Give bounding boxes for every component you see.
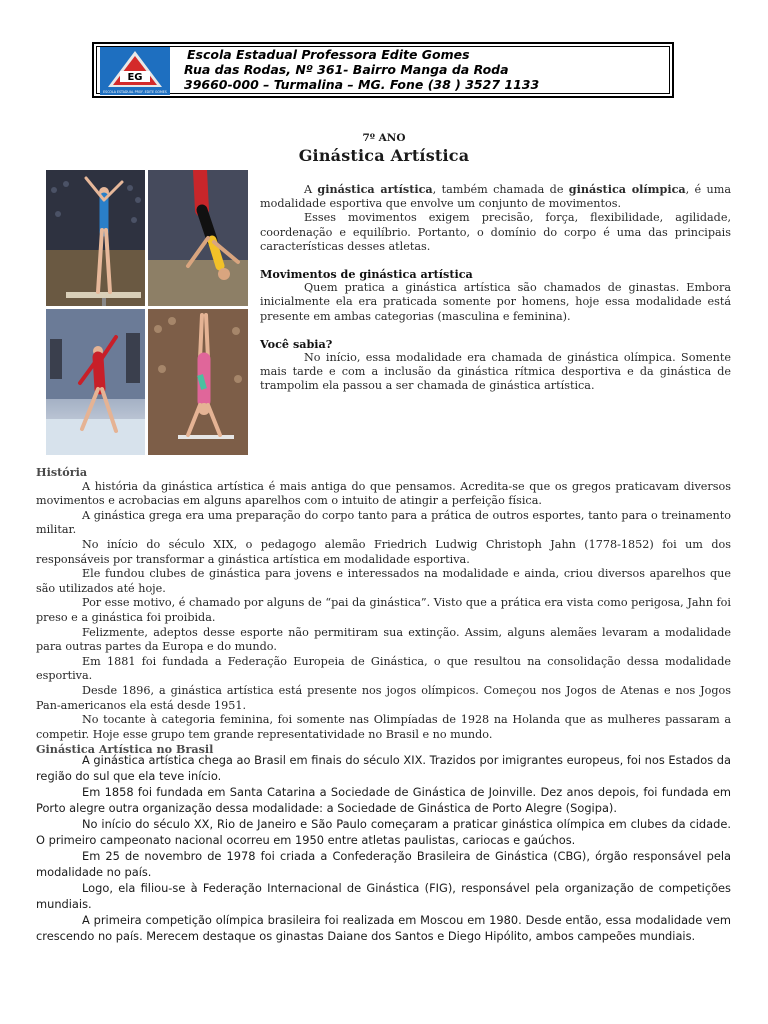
intro-paragraph-4: No início, essa modalidade era chamada de ginástica olímpica. Somente mais tarde e com a inclusão da ginástica rítmica desportiva e da ginástica de trampolim ela passou a ser chamada de ginástica artística. [260, 351, 731, 393]
school-logo [100, 47, 170, 95]
term-ginastica-olimpica: ginástica olímpica [568, 182, 686, 196]
historia-paragraph: Desde 1896, a ginástica artística está presente nos jogos olímpicos. Começou nos Jogos de Atenas e nos Jogos Pan-americanos ela está desde 1951. [36, 683, 731, 712]
historia-paragraph: A ginástica grega era uma preparação do corpo tanto para a prática de outros esportes, tanto para o treinamento militar. [36, 508, 731, 537]
brasil-paragraph: Em 25 de novembro de 1978 foi criada a Confederação Brasileira de Ginástica (CBG), órgão responsável pela modalidade no país. [36, 849, 731, 879]
logo-letters: EG [127, 72, 143, 83]
heading-movimentos: Movimentos de ginástica artística [260, 267, 473, 282]
historia-paragraph: Ele fundou clubes de ginástica para jovens e interessados na modalidade e ainda, criou diversos aparelhos que são utilizados até hoje. [36, 567, 731, 595]
photo-floor-exercise [46, 309, 145, 455]
brasil-section [36, 752, 731, 944]
photo-rings-male [148, 170, 248, 306]
historia-section [36, 465, 731, 757]
heading-voce-sabia: Você sabia? [260, 336, 333, 351]
historia-paragraph: Felizmente, adeptos desse esporte não permitiram sua extinção. Assim, alguns alemães levaram a modalidade para outras partes da Europa e do mundo. [36, 625, 731, 654]
gymnastics-photo-collage [46, 170, 248, 455]
text-run: , é uma modalidade esportiva que envolve um conjunto de movimentos. [260, 183, 731, 211]
brasil-paragraph: Em 1858 foi fundada em Santa Catarina a Sociedade de Ginástica de Joinville. Dez anos depois, foi fundada em Porto alegre outra organização dessa modalidade: a Sociedade de Ginástica de Porto Alegre (Sogipa). [36, 785, 731, 815]
page-title: Ginástica Artística [298, 146, 470, 165]
photo-uneven-bars [148, 309, 248, 455]
historia-paragraph: A história da ginástica artística é mais antiga do que pensamos. Acredita-se que os gregos praticavam diversos movimentos e acrobacias em alguns aparelhos com o intuito de atingir a perfeição física. [36, 479, 731, 508]
text-run: A [304, 183, 318, 196]
intro-paragraph-1 [260, 182, 731, 211]
historia-paragraph: No início do século XIX, o pedagogo alemão Friedrich Ludwig Christoph Jahn (1778-1852) foi um dos responsáveis por transformar a ginástica artística em modalidade esportiva. [36, 537, 731, 566]
term-ginastica-artistica: ginástica artística [317, 182, 433, 196]
heading-historia: História [36, 465, 88, 479]
brasil-paragraph: No início do século XX, Rio de Janeiro e São Paulo começaram a praticar ginástica olímpica em clubes da cidade. O primeiro campeonato nacional ocorreu em 1950 entre atletas paulistas, cariocas e gaúchos. [36, 817, 731, 847]
historia-paragraph: No tocante à categoria feminina, foi somente nas Olimpíadas de 1928 na Holanda que as mulheres passaram a competir. Hoje esse grupo tem grande representatividade no Brasil e no mundo. [36, 713, 731, 741]
photo-balance-beam [46, 170, 145, 306]
school-logo-graphic [100, 47, 170, 95]
school-header [92, 42, 674, 98]
historia-paragraph: Em 1881 foi fundada a Federação Europeia de Ginástica, o que resultou na consolidação dessa modalidade esportiva. [36, 654, 731, 683]
intro-paragraph-2: Esses movimentos exigem precisão, força, flexibilidade, agilidade, coordenação e equilíbrio. Portanto, o domínio do corpo é uma das principais características desses atletas. [260, 211, 731, 253]
brasil-paragraph: A primeira competição olímpica brasileira foi realizada em Moscou em 1980. Desde então, essa modalidade vem crescendo no país. Merecem destaque os ginastas Daiane dos Santos e Diego Hipólito, ambos campeões mundiais. [36, 913, 731, 943]
text-run: , também chamada de [432, 183, 569, 196]
brasil-paragraph: A ginástica artística chega ao Brasil em finais do século XIX. Trazidos por imigrantes europeus, foi nos Estados da região do sul que ela teve início. [36, 753, 731, 783]
heading-ginastica-brasil: Ginástica Artística no Brasil [36, 742, 214, 757]
school-address: Rua das Rodas, Nº 361- Bairro Manga da Roda [184, 62, 509, 77]
school-city-phone: 39660-000 – Turmalina – MG. Fone (38 ) 3527 1133 [184, 77, 540, 92]
intro-paragraph-3: Quem pratica a ginástica artística são chamados de ginastas. Embora inicialmente ela era praticada somente por homens, hoje essa modalidade está presente em ambas categorias (masculina e feminina). [260, 281, 731, 323]
intro-section [260, 182, 731, 394]
grade-label: 7º ANO [362, 132, 406, 144]
school-name: Escola Estadual Professora Edite Gomes [187, 47, 470, 62]
school-info [184, 47, 539, 92]
logo-caption: ESCOLA ESTADUAL PROF. EDITE GOMES [103, 90, 167, 94]
brasil-paragraph: Logo, ela filiou-se à Federação Internacional de Ginástica (FIG), responsável pela organização de competições mundiais. [36, 881, 731, 911]
historia-paragraph: Por esse motivo, é chamado por alguns de “pai da ginástica”. Visto que a prática era vista como perigosa, Jahn foi preso e a ginástica foi proibida. [36, 596, 731, 624]
